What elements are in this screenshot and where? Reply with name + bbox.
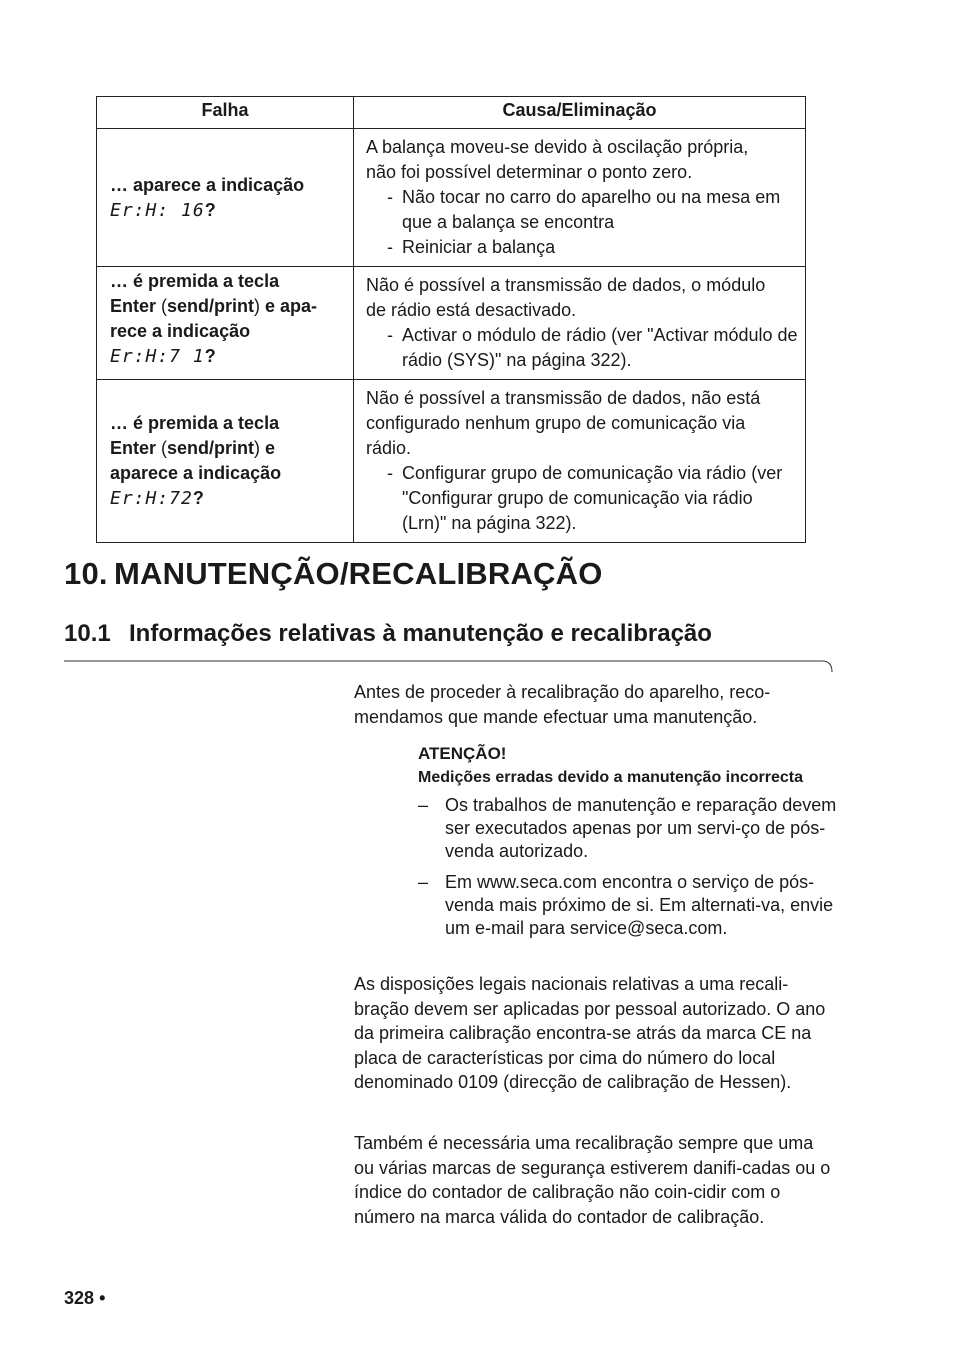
fault-text: … é premida a tecla (110, 413, 280, 433)
paren: ) (254, 296, 261, 316)
warning-item: – Em www.seca.com encontra o serviço de pós-venda mais próximo de si. Em alternati-va, envie um e-mail para service@seca.com. (418, 871, 838, 940)
fault-text: e apa-rece a indicação (110, 296, 318, 341)
remedy-step: - Activar o módulo de rádio (ver "Activar módulo de rádio (SYS)" na página 322). (366, 323, 801, 373)
page-number: 328 (64, 1288, 95, 1308)
warning-block (418, 742, 838, 948)
error-code: Er:H:7 1 (110, 346, 205, 367)
recalibration-paragraph: Também é necessária uma recalibração sempre que uma ou várias marcas de segurança estiverem danifi-cadas ou o índice do contador de calibração não coin-cidir com o número na marca válida do contador de calibração. (354, 1133, 831, 1227)
table-row (97, 129, 806, 267)
warning-subtitle: Medições erradas devido a manutenção incorrecta (418, 769, 804, 786)
fault-cell: … aparece a indicação Er:H: 16? (97, 129, 354, 267)
legal-paragraph: As disposições legais nacionais relativas a uma recali-bração devem ser aplicadas por pessoal autorizado. O ano da primeira calibração encontra-se atrás da marca CE na placa de características por cima do número do local denominado 0109 (direcção de calibração de Hessen). (354, 974, 826, 1092)
table-row (97, 380, 806, 543)
intro-paragraph: Antes de proceder à recalibração do aparelho, reco-mendamos que mande efectuar uma manutenção. (354, 682, 771, 727)
subsection-title: Informações relativas à manutenção e recalibração (129, 620, 712, 647)
key-send-print: send/print (167, 296, 255, 316)
error-code: Er:H:72 (110, 488, 193, 509)
section-title: MANUTENÇÃO/RECALIBRAÇÃO (114, 556, 603, 591)
page-footer (64, 1288, 105, 1309)
key-enter: Enter (110, 296, 157, 316)
cause-line: configurado nenhum grupo de comunicação via (366, 413, 746, 433)
section-number: 10. (64, 556, 108, 591)
fault-text: … aparece a indicação (110, 174, 305, 195)
remedy-step: - Configurar grupo de comunicação via rádio (ver "Configurar grupo de comunicação via rádio (Lrn)" na página 322). (366, 461, 801, 536)
section-heading (64, 556, 603, 592)
error-code: Er:H: 16 (110, 199, 205, 221)
remedy-step: - Não tocar no carro do aparelho ou na mesa em que a balança se encontra (366, 185, 801, 235)
fault-cell: … é premida a tecla Enter (send/print) e apa-rece a indicação Er:H:7 1? (97, 267, 354, 380)
warning-list (418, 794, 838, 940)
cause-line: rádio. (366, 438, 412, 458)
remedy-steps (366, 461, 801, 536)
remedy-steps (366, 185, 801, 260)
heading-rule (64, 658, 834, 682)
cause-cell (354, 380, 806, 543)
cause-line: A balança moveu-se devido à oscilação própria, (366, 137, 749, 157)
remedy-steps (366, 323, 801, 373)
cause-line: Não é possível a transmissão de dados, o módulo (366, 275, 766, 295)
remedy-step: - Reiniciar a balança (366, 235, 801, 260)
cause-cell (354, 129, 806, 267)
header-fault: Falha (97, 97, 354, 129)
fault-table (96, 96, 806, 543)
cause-line: de rádio está desactivado. (366, 300, 577, 320)
fault-text: … é premida a tecla (110, 271, 280, 291)
cause-cell (354, 267, 806, 380)
fault-cell: … é premida a tecla Enter (send/print) e aparece a indicação Er:H:72? (97, 380, 354, 543)
subsection-heading (64, 620, 712, 648)
subsection-number: 10.1 (64, 620, 111, 647)
paren: ( (156, 438, 168, 458)
paren: ( (156, 296, 168, 316)
warning-title: ATENÇÃO! (418, 744, 507, 763)
warning-item: – Os trabalhos de manutenção e reparação devem ser executados apenas por um servi-ço de pós-venda autorizado. (418, 794, 838, 863)
footer-bullet: • (99, 1288, 106, 1308)
paren: ) (254, 438, 261, 458)
cause-line: não foi possível determinar o ponto zero. (366, 162, 693, 182)
key-enter: Enter (110, 438, 157, 458)
cause-line: Não é possível a transmissão de dados, não está (366, 388, 761, 408)
table-row (97, 267, 806, 380)
key-send-print: send/print (167, 438, 255, 458)
header-cause: Causa/Eliminação (354, 97, 806, 129)
fault-text: e aparece a indicação (110, 438, 282, 483)
table-header-row (97, 97, 806, 129)
